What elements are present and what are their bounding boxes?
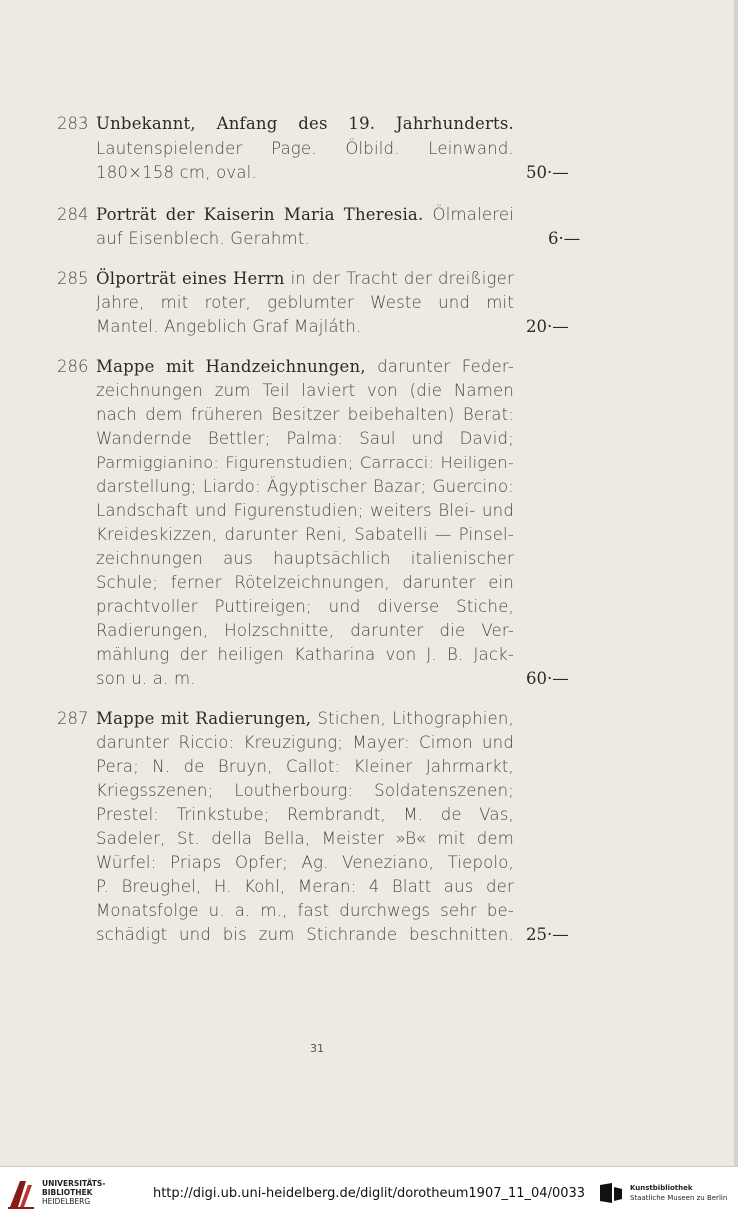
- entry-line: [96, 267, 514, 291]
- entry-text: Ölmalerei: [423, 205, 514, 224]
- entry-line: [96, 851, 514, 875]
- entry-text: in der Tracht der dreißiger: [284, 269, 514, 288]
- entry-text: auf Eisenblech. Gerahmt.: [96, 229, 310, 248]
- entry-line: [96, 137, 514, 161]
- entry-text: 180×158 cm, oval.: [96, 163, 257, 182]
- entry-number: 284: [57, 205, 89, 224]
- entry-text: nach dem früheren Besitzer beibehalten) Berat:: [96, 405, 514, 424]
- entry-number: 287: [57, 709, 89, 728]
- entry-line: [96, 707, 514, 731]
- entry-title: Mappe mit Handzeichnungen,: [96, 357, 366, 376]
- entry-line: [96, 731, 514, 755]
- entry-line: [96, 643, 514, 667]
- entry-text: zeichnungen aus hauptsächlich italienischer: [96, 549, 514, 568]
- kunstbibliothek-label: [630, 1183, 727, 1203]
- entry-text: Mantel. Angeblich Graf Majláth.: [96, 317, 362, 336]
- entry-line: [96, 755, 514, 779]
- entry-price: 60·—: [526, 669, 569, 688]
- entry-number: 283: [57, 114, 89, 133]
- entry-text: Monatsfolge u. a. m., fast durchwegs sehr be-: [96, 901, 514, 920]
- entry-line: [96, 161, 514, 185]
- page-number: 31: [310, 1042, 324, 1055]
- kunstbibliothek-logo-icon: [598, 1181, 624, 1205]
- entry-line: [96, 547, 514, 571]
- entry-line: [96, 355, 514, 379]
- entry-line: [96, 315, 514, 339]
- entry-line: [96, 827, 514, 851]
- entry-line: [96, 379, 514, 403]
- uni-label-line: BIBLIOTHEK: [42, 1188, 93, 1197]
- entry-line: [96, 203, 514, 227]
- entry-line: [96, 923, 514, 947]
- entry-line: [96, 779, 514, 803]
- entry-text: Radierungen, Holzschnitte, darunter die Ver-: [96, 621, 514, 640]
- entry-number: 286: [57, 357, 89, 376]
- entry-line: [96, 667, 514, 691]
- entry-line: [96, 227, 514, 251]
- entry-text: Kreideskizzen, darunter Reni, Sabatelli — Pinsel-: [96, 525, 514, 544]
- entry-text: Schule; ferner Rötelzeichnungen, darunter ein: [96, 573, 514, 592]
- page-edge: [734, 0, 738, 1166]
- entry-title: Ölporträt eines Herrn: [96, 269, 285, 288]
- entry-text: Sadeler, St. della Bella, Meister »B« mit dem: [96, 829, 514, 848]
- entry-text: Würfel: Priaps Opfer; Ag. Veneziano, Tiepolo,: [96, 853, 514, 872]
- entry-text: darunter Feder-: [365, 357, 514, 376]
- entry-text: Lautenspielender Page. Ölbild. Leinwand.: [96, 139, 514, 158]
- entry-text: darstellung; Liardo: Ägyptischer Bazar; Guercino:: [96, 477, 514, 496]
- entry-title: Mappe mit Radierungen,: [96, 709, 312, 728]
- entry-text: Pera; N. de Bruyn, Callot: Kleiner Jahrmarkt,: [96, 757, 514, 776]
- entry-text: prachtvoller Puttireigen; und diverse Stiche,: [96, 597, 514, 616]
- entry-line: [96, 291, 514, 315]
- entry-price: 25·—: [526, 925, 569, 944]
- digitization-footer: [0, 1166, 738, 1221]
- entry-title: Porträt der Kaiserin Maria Theresia.: [96, 205, 424, 224]
- entry-line: [96, 475, 514, 499]
- entry-text: darunter Riccio: Kreuzigung; Mayer: Cimon und: [96, 733, 514, 752]
- entry-text: Wandernde Bettler; Palma: Saul und David;: [96, 429, 514, 448]
- entry-price: 50·—: [526, 163, 569, 182]
- entry-line: [96, 523, 514, 547]
- kb-label-line: Kunstbibliothek: [630, 1184, 693, 1192]
- entry-line: [96, 803, 514, 827]
- kb-label-line: Staatliche Museen zu Berlin: [630, 1194, 728, 1202]
- permalink-url[interactable]: http://digi.ub.uni-heidelberg.de/diglit/dorotheum1907_11_04/0033: [152, 1186, 586, 1201]
- entry-line: [96, 619, 514, 643]
- entry-number: 285: [57, 269, 89, 288]
- entry-text: mählung der heiligen Katharina von J. B. Jack-: [96, 645, 514, 664]
- entry-text: Landschaft und Figurenstudien; weiters Blei- und: [96, 501, 514, 520]
- entry-line: [96, 112, 514, 136]
- entry-text: Stichen, Lithographien,: [311, 709, 514, 728]
- entry-text: schädigt und bis zum Stichrande beschnitten.: [96, 925, 514, 944]
- uni-label-line: HEIDELBERG: [42, 1197, 91, 1206]
- entry-text: son u. a. m.: [96, 669, 196, 688]
- entry-line: [96, 875, 514, 899]
- entry-line: [96, 899, 514, 923]
- entry-text: Jahre, mit roter, geblumter Weste und mit: [96, 293, 514, 312]
- entry-line: [96, 403, 514, 427]
- entry-price: 20·—: [526, 317, 569, 336]
- entry-line: [96, 451, 514, 475]
- entry-text: Prestel: Trinkstube; Rembrandt, M. de Vas,: [96, 805, 514, 824]
- entry-title: Unbekannt, Anfang des 19. Jahrhunderts.: [96, 114, 514, 133]
- entry-price: 6·—: [548, 229, 581, 248]
- entry-text: Parmiggianino: Figurenstudien; Carracci: Heiligen-: [96, 453, 514, 472]
- entry-line: [96, 427, 514, 451]
- entry-text: zeichnungen zum Teil laviert von (die Namen: [96, 381, 514, 400]
- entry-text: Kriegsszenen; Loutherbourg: Soldatenszenen;: [96, 781, 514, 800]
- entry-text: P. Breughel, H. Kohl, Meran: 4 Blatt aus der: [96, 877, 514, 896]
- uni-label-line: UNIVERSITÄTS-: [42, 1179, 106, 1188]
- entry-line: [96, 571, 514, 595]
- entry-line: [96, 499, 514, 523]
- entry-line: [96, 595, 514, 619]
